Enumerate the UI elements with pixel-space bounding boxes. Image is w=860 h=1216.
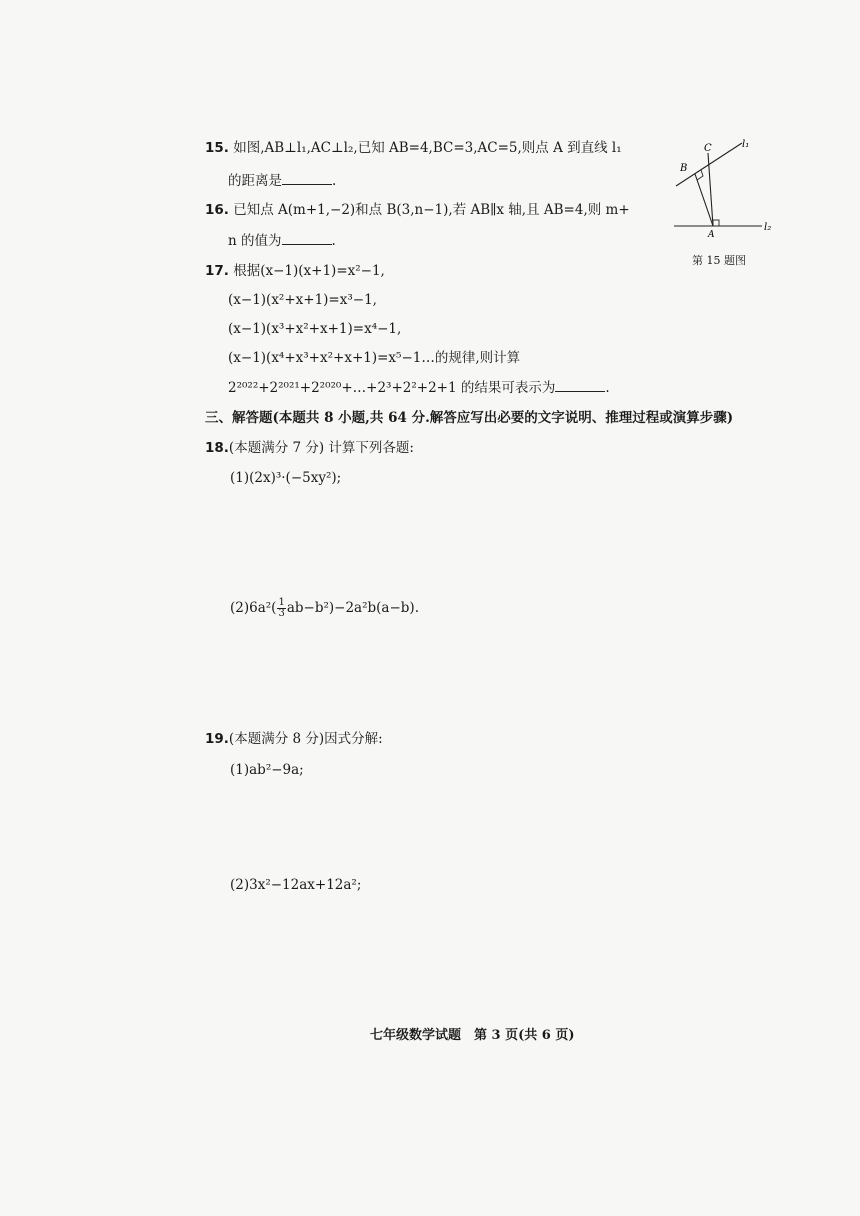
question-17-line1: [205, 262, 385, 280]
question-text: 2²⁰²²+2²⁰²¹+2²⁰²⁰+…+2³+2²+2+1 的结果可表示为: [228, 380, 556, 396]
label-l1: l₁: [742, 139, 750, 150]
question-text: n 的值为: [228, 233, 282, 249]
question-15-line2: [228, 172, 336, 190]
expr-part: ab−b²)−2a²b(a−b).: [286, 600, 419, 616]
question-number: 17.: [205, 263, 229, 279]
question-text: (本题满分 7 分) 计算下列各题:: [228, 440, 414, 456]
question-17-line4: (x−1)(x⁴+x³+x²+x+1)=x⁵−1…的规律,则计算: [228, 350, 521, 366]
question-17-line2: (x−1)(x²+x+1)=x³−1,: [228, 292, 377, 308]
question-number: 15.: [205, 140, 229, 156]
question-19-part2: (2)3x²−12ax+12a²;: [230, 877, 362, 893]
answer-blank[interactable]: [555, 379, 605, 392]
label-C: C: [704, 143, 712, 154]
question-number: 18.: [205, 440, 229, 456]
question-text: .: [332, 173, 337, 189]
answer-blank[interactable]: [282, 232, 332, 245]
label-l2: l₂: [764, 222, 772, 233]
question-number: 16.: [205, 202, 229, 218]
question-text: 根据(x−1)(x+1)=x²−1,: [233, 263, 385, 279]
label-A: A: [708, 230, 715, 240]
question-15-line1: [205, 139, 622, 157]
question-17-line5: [228, 379, 610, 397]
answer-blank[interactable]: [282, 172, 332, 185]
section-3-heading: 三、解答题(本题共 8 小题,共 64 分.解答应写出必要的文字说明、推理过程或演算步骤): [205, 410, 734, 426]
question-18-intro: [205, 439, 414, 457]
right-angle-A: [713, 220, 719, 226]
question-text: 如图,AB⊥l₁,AC⊥l₂,已知 AB=4,BC=3,AC=5,则点 A 到直线 l₁: [233, 140, 622, 156]
fraction-denominator: 3: [278, 608, 285, 619]
fraction-numerator: 1: [278, 597, 285, 608]
question-16-line2: [228, 232, 336, 250]
expr-part: (2)6a²(: [230, 600, 277, 616]
question-text: .: [605, 380, 610, 396]
question-text: 的距离是: [228, 173, 282, 189]
question-17-line3: (x−1)(x³+x²+x+1)=x⁴−1,: [228, 321, 402, 337]
question-18-part2: [230, 598, 419, 619]
question-number: 19.: [205, 731, 229, 747]
question-16-line1: [205, 201, 630, 219]
question-19-intro: [205, 730, 383, 748]
question-text: 已知点 A(m+1,−2)和点 B(3,n−1),若 AB∥x 轴,且 AB=4,则 m+: [233, 202, 630, 218]
question-18-part1: (1)(2x)³·(−5xy²);: [230, 470, 342, 486]
page-footer: 七年级数学试题 第 3 页(共 6 页): [370, 1028, 575, 1043]
figure-15: [670, 133, 790, 245]
figure-15-caption: 第 15 题图: [692, 254, 746, 267]
label-B: B: [680, 163, 688, 174]
question-text: .: [331, 233, 336, 249]
question-19-part1: (1)ab²−9a;: [230, 762, 304, 778]
fraction: [277, 598, 285, 619]
question-text: (本题满分 8 分)因式分解:: [228, 731, 383, 747]
